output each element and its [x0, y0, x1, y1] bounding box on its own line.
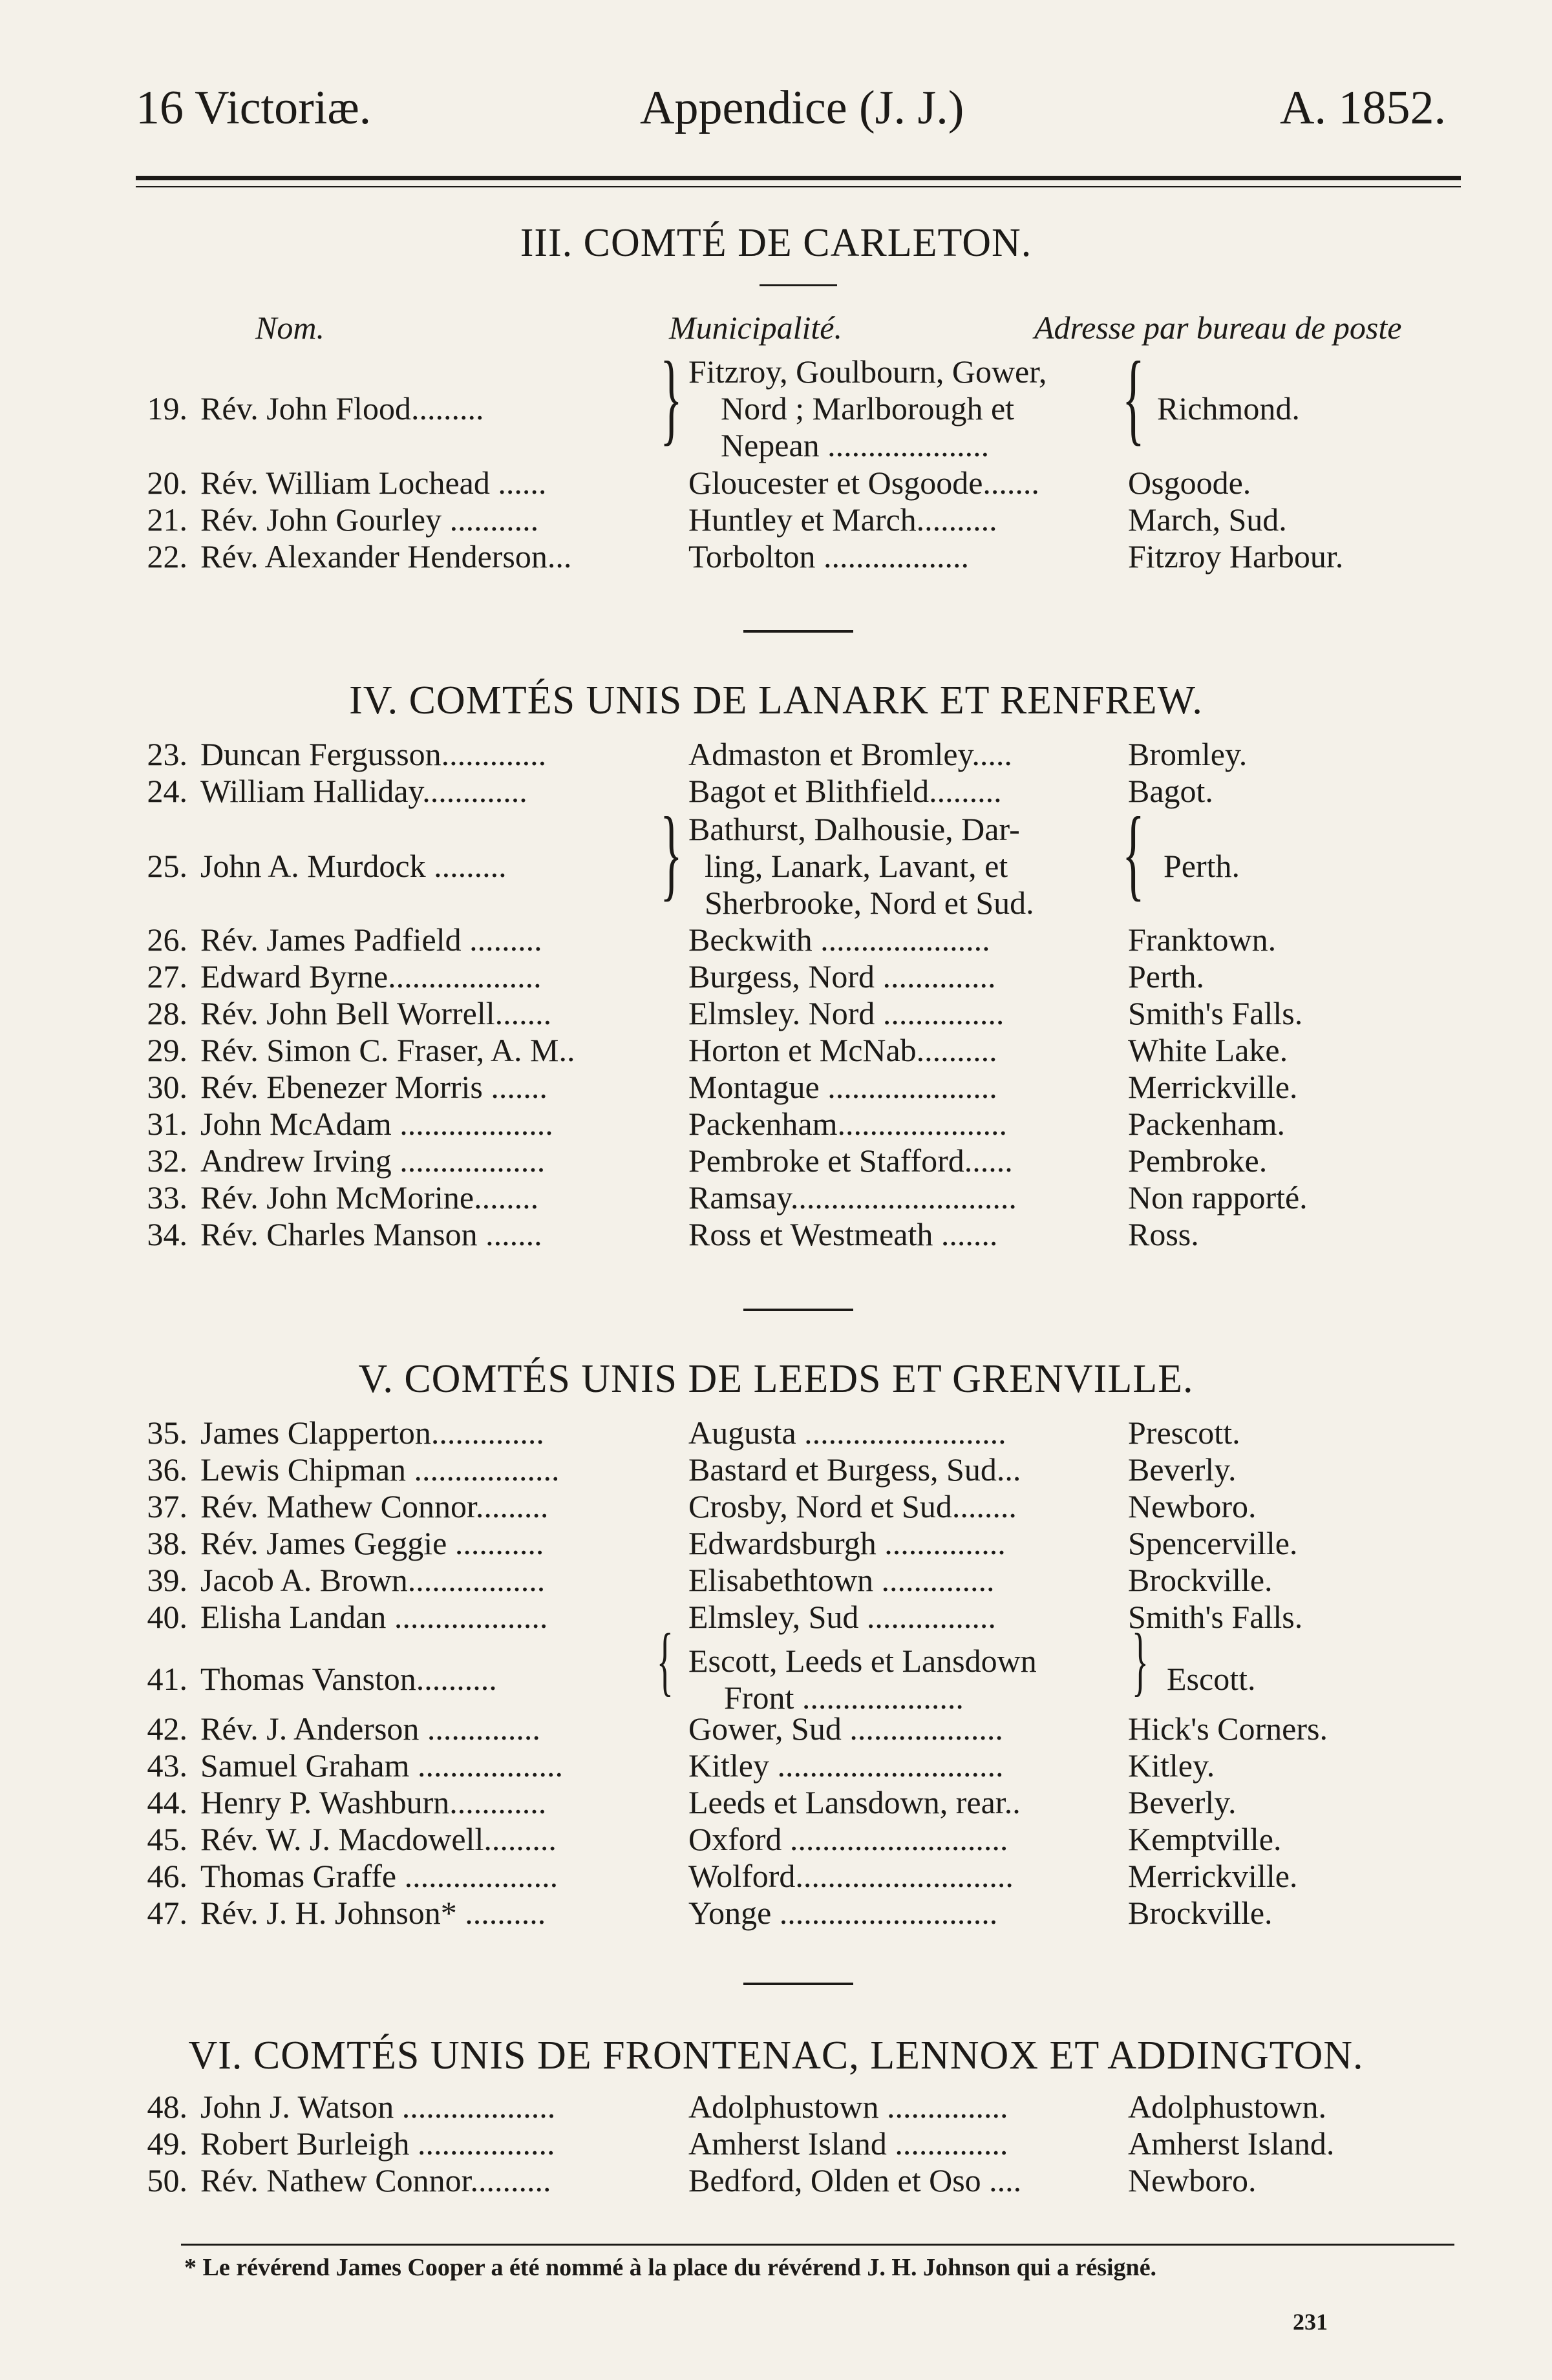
municipality-line-1: Bathurst, Dalhousie, Dar- — [688, 811, 1020, 847]
section-title-leeds: V. COMTÉS UNIS DE LEEDS ET GRENVILLE. — [358, 1357, 1194, 1401]
footnote: * Le révérend James Cooper a été nommé à la place du révérend J. H. Johnson qui a résigné. — [184, 2254, 1157, 2281]
entry-municipality: Montague ..................... — [688, 1069, 997, 1105]
entry-post-office: Kemptville. — [1128, 1821, 1282, 1857]
entry-number: 32. — [147, 1143, 187, 1179]
column-header-address: Adresse par bureau de poste — [1034, 310, 1402, 346]
entry-name: Rév. Mathew Connor......... — [200, 1488, 549, 1524]
entry-post-office: Merrickville. — [1128, 1069, 1298, 1105]
entry-name: Rév. W. J. Macdowell......... — [200, 1821, 557, 1857]
entry-name: Thomas Vanston.......... — [200, 1661, 497, 1697]
municipality-line-2: Nord ; Marlborough et — [721, 390, 1015, 427]
entry-number: 42. — [147, 1711, 187, 1747]
entry-number: 35. — [147, 1415, 187, 1451]
entry-number: 40. — [147, 1599, 187, 1635]
entry-post-office: Perth. — [1164, 848, 1240, 884]
section-title-lanark: IV. COMTÉS UNIS DE LANARK ET RENFREW. — [349, 679, 1203, 722]
entry-name: Rév. James Padfield ......... — [200, 921, 542, 958]
entry-row — [0, 994, 1552, 1033]
entry-number: 46. — [147, 1858, 187, 1894]
entry-name: Rév. Charles Manson ....... — [200, 1216, 542, 1252]
entry-post-office: Beverly. — [1128, 1784, 1237, 1820]
entry-row — [0, 1893, 1552, 1932]
entry-post-office: Perth. — [1128, 958, 1205, 995]
entry-number: 29. — [147, 1032, 187, 1068]
entry-row — [0, 1857, 1552, 1895]
entry-name: Rév. John Flood......... — [200, 390, 484, 427]
entry-row — [0, 1783, 1552, 1822]
entry-row — [0, 1141, 1552, 1180]
entry-row — [0, 537, 1552, 576]
entry-name: Rév. James Geggie ........... — [200, 1525, 544, 1561]
entry-post-office: Prescott. — [1128, 1415, 1240, 1451]
entry-number: 37. — [147, 1488, 187, 1524]
entry-number: 45. — [147, 1821, 187, 1857]
entry-post-office: Pembroke. — [1128, 1143, 1268, 1179]
section-separator — [743, 630, 853, 633]
entry-name: Lewis Chipman .................. — [200, 1451, 560, 1488]
section-separator — [743, 1983, 853, 1985]
section-separator — [743, 1309, 853, 1311]
entry-name: James Clapperton.............. — [200, 1415, 544, 1451]
entry-municipality: Crosby, Nord et Sud........ — [688, 1488, 1017, 1524]
entry-number: 48. — [147, 2089, 187, 2125]
entry-row — [0, 920, 1552, 959]
entry-post-office: Packenham. — [1128, 1106, 1285, 1142]
entry-name: Rév. J. Anderson .............. — [200, 1711, 540, 1747]
entry-number: 49. — [147, 2125, 187, 2162]
entry-post-office: Escott. — [1167, 1661, 1256, 1697]
municipality-line-3: Sherbrooke, Nord et Sud. — [705, 885, 1034, 921]
entry-municipality: Elisabethtown .............. — [688, 1562, 995, 1598]
entry-name: Henry P. Washburn............ — [200, 1784, 547, 1820]
entry-row — [0, 735, 1552, 774]
entry-municipality: Gower, Sud ................... — [688, 1711, 1003, 1747]
entry-row — [0, 1413, 1552, 1452]
entry-municipality: Amherst Island .............. — [688, 2125, 1008, 2162]
entry-municipality: Adolphustown ............... — [688, 2089, 1008, 2125]
entry-number: 26. — [147, 921, 187, 958]
entry-name: Rév. Ebenezer Morris ....... — [200, 1069, 547, 1105]
entry-name: Rév. William Lochead ...... — [200, 465, 547, 501]
entry-post-office: Adolphustown. — [1128, 2089, 1326, 2125]
column-header-municipality: Municipalité. — [669, 310, 842, 346]
section-title-carleton: III. COMTÉ DE CARLETON. — [520, 221, 1032, 265]
entry-post-office: Brockville. — [1128, 1562, 1273, 1598]
entry-number: 43. — [147, 1747, 187, 1784]
entry-name: Thomas Graffe ................... — [200, 1858, 558, 1894]
entry-post-office: Non rapporté. — [1128, 1179, 1308, 1216]
entry-number: 19. — [147, 390, 187, 427]
entry-name: Edward Byrne................... — [200, 958, 542, 995]
entry-municipality: Burgess, Nord .............. — [688, 958, 996, 995]
entry-post-office: Franktown. — [1128, 921, 1277, 958]
entry-municipality: Horton et McNab.......... — [688, 1032, 997, 1068]
left-brace: } — [660, 340, 683, 455]
entry-post-office: Merrickville. — [1128, 1858, 1298, 1894]
entry-post-office: Ross. — [1128, 1216, 1199, 1252]
entry-row — [0, 1487, 1552, 1526]
entry-row — [0, 1215, 1552, 1254]
entry-municipality: Augusta ......................... — [688, 1415, 1006, 1451]
entry-name: Andrew Irving .................. — [200, 1143, 546, 1179]
entry-name: Rév. Simon C. Fraser, A. M.. — [200, 1032, 575, 1068]
left-brace: { — [656, 1617, 674, 1703]
entry-row — [0, 1031, 1552, 1069]
entry-row — [0, 1178, 1552, 1217]
entry-post-office: March, Sud. — [1128, 501, 1287, 538]
municipality-line-2: ling, Lanark, Lavant, et — [705, 848, 1008, 884]
entry-post-office: Brockville. — [1128, 1895, 1273, 1931]
entry-number: 41. — [147, 1661, 187, 1697]
entry-municipality: Beckwith ..................... — [688, 921, 990, 958]
running-head-right: A. 1852. — [1280, 81, 1446, 134]
entry-number: 23. — [147, 736, 187, 772]
entry-number: 33. — [147, 1179, 187, 1216]
left-brace: } — [660, 795, 683, 911]
right-brace: } — [1131, 1617, 1149, 1703]
entry-row — [0, 1450, 1552, 1489]
entry-post-office: Kitley. — [1128, 1747, 1215, 1784]
entry-municipality: Pembroke et Stafford...... — [688, 1143, 1013, 1179]
entry-name: Rév. John McMorine........ — [200, 1179, 539, 1216]
entry-post-office: Osgoode. — [1128, 465, 1251, 501]
entry-row — [0, 772, 1552, 810]
entry-name: Jacob A. Brown................. — [200, 1562, 546, 1598]
entry-post-office: Newboro. — [1128, 1488, 1257, 1524]
column-header-name: Nom. — [255, 310, 324, 346]
entry-name: Rév. J. H. Johnson* .......... — [200, 1895, 546, 1931]
municipality-line-1: Escott, Leeds et Lansdown — [688, 1643, 1037, 1679]
page-number: 231 — [1293, 2309, 1328, 2335]
municipality-line-3: Nepean .................... — [721, 427, 990, 463]
entry-number: 25. — [147, 848, 187, 884]
entry-number: 36. — [147, 1451, 187, 1488]
entry-name: Rév. John Bell Worrell....... — [200, 995, 552, 1031]
entry-number: 20. — [147, 465, 187, 501]
entry-row — [0, 1820, 1552, 1859]
entry-municipality: Bagot et Blithfield......... — [688, 773, 1002, 809]
entry-post-office: Smith's Falls. — [1128, 995, 1303, 1031]
entry-name: John A. Murdock ......... — [200, 848, 507, 884]
entry-post-office: Bromley. — [1128, 736, 1248, 772]
entry-municipality: Elmsley. Nord ............... — [688, 995, 1005, 1031]
entry-post-office: Bagot. — [1128, 773, 1213, 809]
entry-number: 28. — [147, 995, 187, 1031]
right-brace: { — [1122, 340, 1145, 455]
entry-name: John J. Watson ................... — [200, 2089, 556, 2125]
running-head-center: Appendice (J. J.) — [640, 81, 964, 134]
entry-number: 27. — [147, 958, 187, 995]
entry-row — [0, 2124, 1552, 2163]
entry-municipality: Gloucester et Osgoode....... — [688, 465, 1039, 501]
entry-post-office: White Lake. — [1128, 1032, 1288, 1068]
entry-number: 22. — [147, 538, 187, 574]
entry-post-office: Amherst Island. — [1128, 2125, 1335, 2162]
entry-row — [0, 1104, 1552, 1143]
entry-number: 44. — [147, 1784, 187, 1820]
entry-number: 50. — [147, 2162, 187, 2198]
entry-name: Rév. Nathew Connor.......... — [200, 2162, 551, 2198]
municipality-line-1: Fitzroy, Goulbourn, Gower, — [688, 353, 1047, 390]
entry-row — [0, 1068, 1552, 1106]
entry-name: Rév. Alexander Henderson... — [200, 538, 572, 574]
municipality-line-2: Front .................... — [724, 1680, 964, 1716]
entry-number: 47. — [147, 1895, 187, 1931]
entry-row — [0, 1746, 1552, 1785]
entry-municipality: Torbolton .................. — [688, 538, 969, 574]
entry-municipality: Bedford, Olden et Oso .... — [688, 2162, 1022, 2198]
entry-post-office: Beverly. — [1128, 1451, 1237, 1488]
running-head-left: 16 Victoriæ. — [136, 81, 372, 134]
entry-number: 39. — [147, 1562, 187, 1598]
entry-row — [0, 500, 1552, 539]
entry-row — [0, 2161, 1552, 2200]
entry-row — [0, 2087, 1552, 2126]
entry-municipality: Packenham..................... — [688, 1106, 1007, 1142]
entry-name: Duncan Fergusson............. — [200, 736, 547, 772]
entry-municipality: Edwardsburgh ............... — [688, 1525, 1006, 1561]
header-rule-thick — [136, 176, 1461, 180]
entry-name: Elisha Landan ................... — [200, 1599, 548, 1635]
entry-number: 24. — [147, 773, 187, 809]
entry-municipality: Leeds et Lansdown, rear.. — [688, 1784, 1021, 1820]
entry-post-office: Fitzroy Harbour. — [1128, 538, 1344, 574]
entry-name: William Halliday............. — [200, 773, 527, 809]
entry-post-office: Smith's Falls. — [1128, 1599, 1303, 1635]
entry-post-office: Richmond. — [1157, 390, 1300, 427]
entry-row — [0, 1524, 1552, 1563]
entry-municipality: Kitley ............................ — [688, 1747, 1004, 1784]
entry-number: 34. — [147, 1216, 187, 1252]
entry-municipality: Ross et Westmeath ....... — [688, 1216, 998, 1252]
entry-row — [0, 1709, 1552, 1748]
entry-name: Rév. John Gourley ........... — [200, 501, 539, 538]
entry-row — [0, 1561, 1552, 1599]
entry-number: 21. — [147, 501, 187, 538]
entry-number: 38. — [147, 1525, 187, 1561]
entry-post-office: Newboro. — [1128, 2162, 1257, 2198]
entry-number: 30. — [147, 1069, 187, 1105]
entry-municipality: Elmsley, Sud ................ — [688, 1599, 996, 1635]
entry-municipality: Huntley et March.......... — [688, 501, 997, 538]
entry-municipality: Admaston et Bromley..... — [688, 736, 1012, 772]
entry-municipality: Yonge ........................... — [688, 1895, 998, 1931]
entry-municipality: Ramsay............................ — [688, 1179, 1017, 1216]
entry-row — [0, 1597, 1552, 1636]
section-title-frontenac: VI. COMTÉS UNIS DE FRONTENAC, LENNOX ET ADDINGTON. — [188, 2034, 1364, 2078]
entry-post-office: Hick's Corners. — [1128, 1711, 1328, 1747]
entry-row — [0, 463, 1552, 502]
entry-name: Robert Burleigh ................. — [200, 2125, 555, 2162]
section-separator — [760, 284, 837, 286]
entry-municipality: Bastard et Burgess, Sud... — [688, 1451, 1021, 1488]
entry-name: John McAdam ................... — [200, 1106, 553, 1142]
right-brace: { — [1122, 795, 1145, 911]
entry-name: Samuel Graham .................. — [200, 1747, 564, 1784]
entry-municipality: Wolford........................... — [688, 1858, 1014, 1894]
header-rule-thin — [136, 186, 1461, 187]
entry-municipality: Oxford ........................... — [688, 1821, 1008, 1857]
entry-number: 31. — [147, 1106, 187, 1142]
entry-post-office: Spencerville. — [1128, 1525, 1298, 1561]
footnote-rule — [181, 2244, 1454, 2246]
entry-row — [0, 957, 1552, 996]
